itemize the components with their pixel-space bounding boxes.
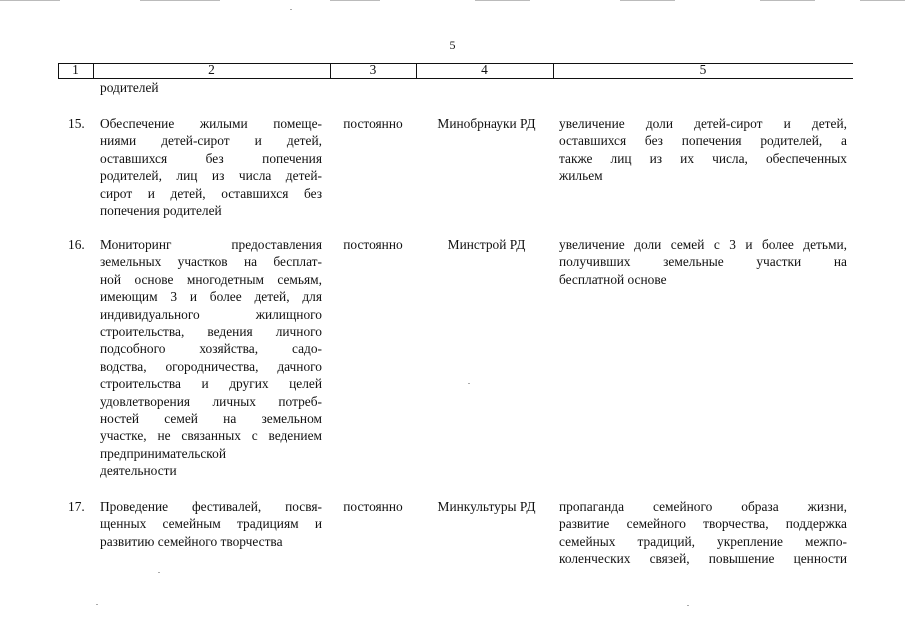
- term-cell: постоянно: [343, 116, 403, 131]
- text-line: ностей семей на земельном: [100, 411, 322, 427]
- scan-edge-mark: [760, 0, 815, 1]
- scan-speck: [468, 383, 470, 384]
- text-line: Проведение фестивалей, посвя-: [100, 499, 322, 514]
- text-line: коленческих связей, повышение ценности: [559, 551, 847, 567]
- text-line: удовлетворения личных потреб-: [100, 393, 322, 409]
- scan-edge-mark: [0, 0, 60, 1]
- header-col-5: 5: [699, 62, 707, 77]
- text-line: развитие семейного творчества, поддержка: [559, 516, 847, 532]
- result-cell: [559, 236, 847, 288]
- text-line: ной основе многодетным семьям,: [100, 271, 322, 287]
- text-line: родителей, лиц из числа детей-: [100, 168, 322, 184]
- scan-speck: [290, 9, 292, 10]
- row-number: 15.: [68, 116, 85, 131]
- measure-cell: [100, 498, 322, 550]
- text-line: участке, не связанных с ведением: [100, 428, 322, 444]
- header-col-2: 2: [208, 62, 215, 77]
- text-line: семейных традиций, укрепление межпо-: [559, 533, 847, 549]
- text-line: строительства и других целей: [100, 376, 322, 392]
- text-line: ниями детей-сирот и детей,: [100, 133, 322, 149]
- row-number: 16.: [68, 237, 85, 252]
- text-line: получивших земельные участки на: [559, 254, 847, 270]
- header-col-1: 1: [72, 62, 79, 77]
- text-line: жильем: [559, 168, 603, 184]
- text-line: оставшихся без попечения родителей, а: [559, 133, 847, 149]
- text-line: развитию семейного творчества: [100, 533, 283, 549]
- scan-speck: [158, 572, 160, 573]
- text-line: попечения родителей: [100, 203, 222, 219]
- page-number: 5: [449, 38, 456, 52]
- row-number: 17.: [68, 499, 85, 514]
- text-line: также лиц из их числа, обеспеченных: [559, 150, 847, 166]
- text-line: бесплатной основе: [559, 271, 667, 287]
- scan-edge-mark: [475, 0, 530, 1]
- text-line: индивидуального жилищного: [100, 306, 322, 322]
- text-line: сирот и детей, оставшихся без: [100, 185, 322, 201]
- text-line: щенных семейным традициям и: [100, 516, 322, 532]
- measure-cell: [100, 236, 322, 480]
- text-line: строительства, ведения личного: [100, 324, 322, 340]
- text-line: Мониторинг предоставления: [100, 237, 322, 252]
- executor-cell: Минстрой РД: [447, 237, 526, 252]
- term-cell: постоянно: [343, 499, 403, 514]
- text-line: пропаганда семейного образа жизни,: [559, 499, 847, 514]
- text-line: увеличение доли детей-сирот и детей,: [559, 116, 847, 131]
- result-cell: [559, 498, 847, 568]
- text-line: увеличение доли семей с 3 и более детьми,: [559, 237, 847, 252]
- scan-edge-mark: [330, 0, 380, 1]
- executor-cell: Минкультуры РД: [437, 499, 536, 514]
- text-line: земельных участков на бесплат-: [100, 254, 322, 270]
- scan-edge-mark: [860, 0, 905, 1]
- scan-edge-mark: [620, 0, 675, 1]
- executor-cell: Минобрнауки РД: [437, 116, 536, 131]
- scan-edge-mark: [140, 0, 220, 1]
- scan-speck: [687, 605, 689, 606]
- measure-cell: [100, 115, 322, 219]
- text-line: оставшихся без попечения: [100, 150, 322, 166]
- text-line: предпринимательской: [100, 445, 226, 461]
- text-line: подсобного хозяйства, садо-: [100, 341, 322, 357]
- text-line: водства, огородничества, дачного: [100, 358, 322, 374]
- text-line: имеющим 3 и более детей, для: [100, 289, 322, 305]
- continuation-text: родителей: [100, 80, 159, 95]
- scan-speck: [96, 604, 98, 605]
- text-line: Обеспечение жилыми помеще-: [100, 116, 322, 131]
- header-col-3: 3: [369, 62, 377, 77]
- result-cell: [559, 115, 847, 185]
- header-col-4: 4: [481, 62, 488, 77]
- text-line: деятельности: [100, 463, 177, 479]
- term-cell: постоянно: [343, 237, 403, 252]
